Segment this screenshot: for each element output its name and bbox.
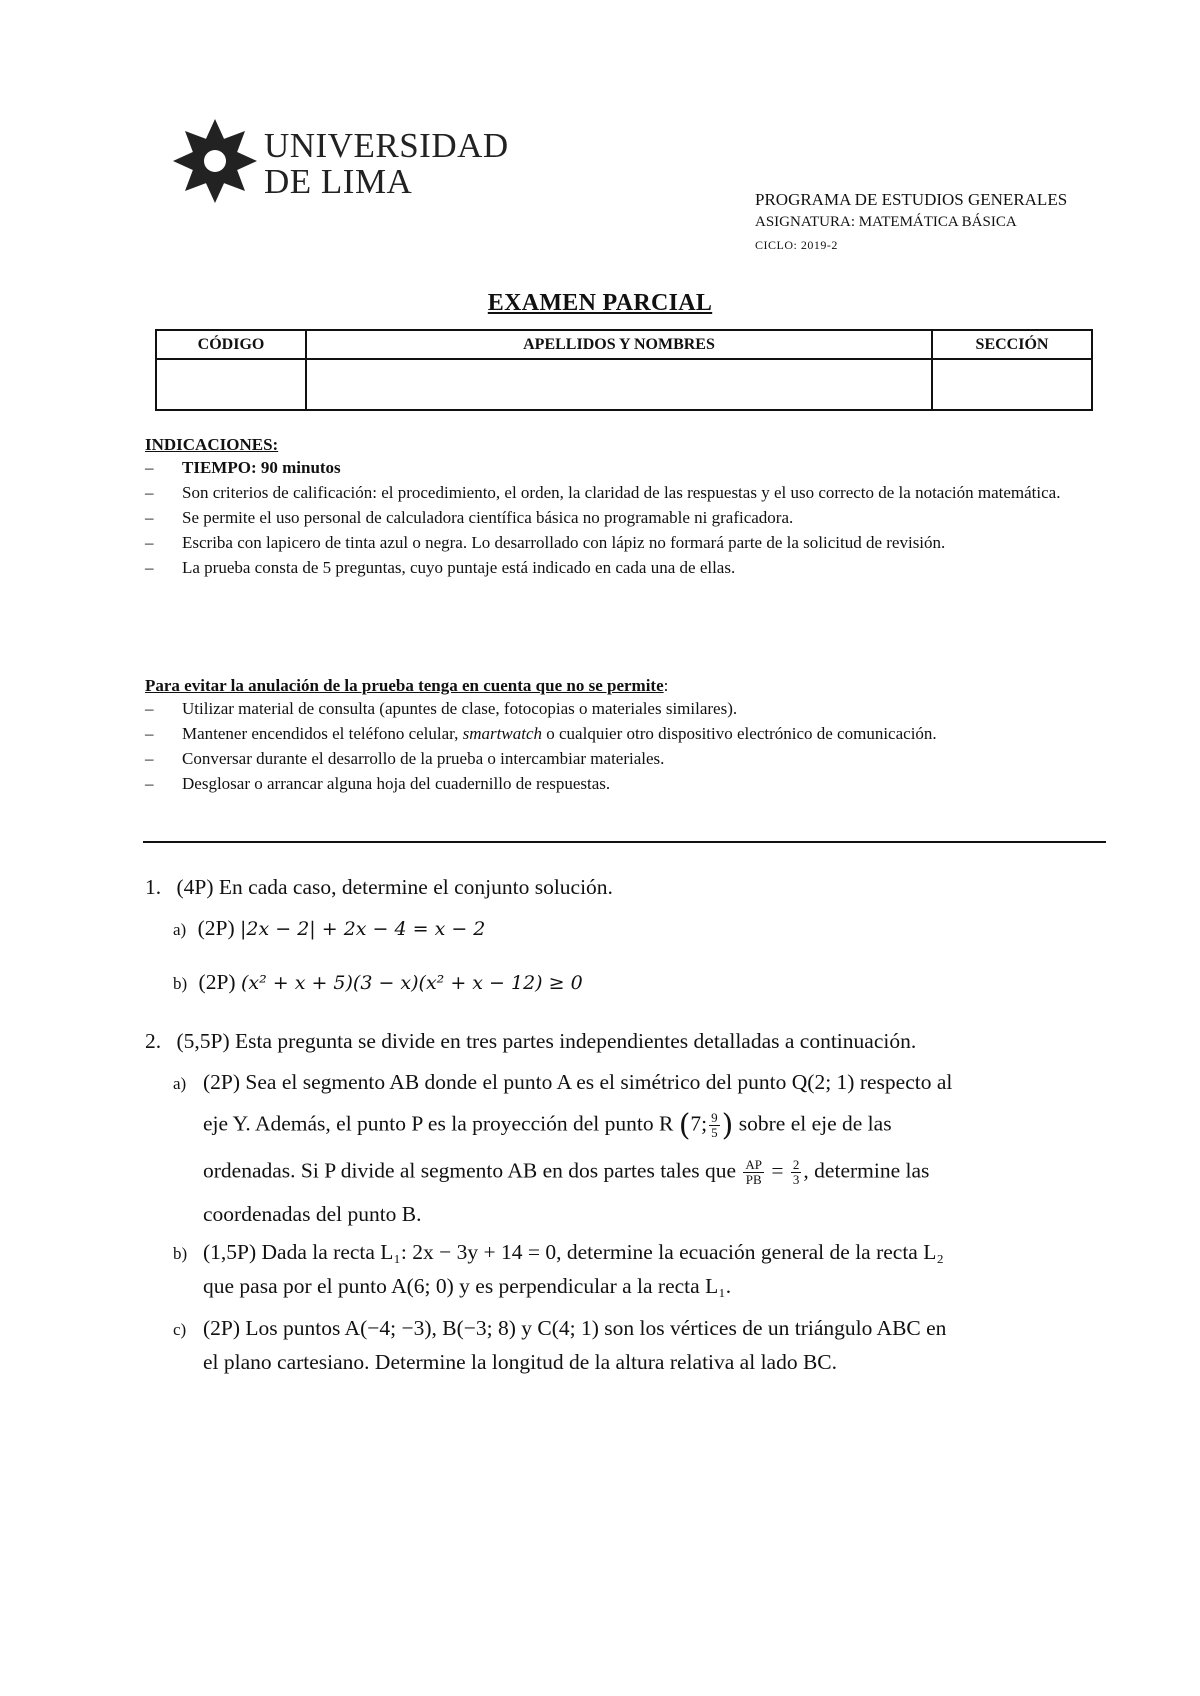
question-text: (4P) En cada caso, determine el conjunto solución. xyxy=(176,875,613,899)
indications-section xyxy=(145,435,1105,580)
question-1b: b) (2P) (x² + x + 5)(3 − x)(x² + x − 12) ≥ 0 xyxy=(173,970,583,994)
header-seccion: SECCIÓN xyxy=(932,330,1092,359)
header-nombres: APELLIDOS Y NOMBRES xyxy=(306,330,932,359)
list-item: – TIEMPO: 90 minutos xyxy=(145,458,341,477)
prohibitions-heading: Para evitar la anulación de la prueba tenga en cuenta que no se permite: xyxy=(145,676,669,695)
list-item: – Desglosar o arrancar alguna hoja del cuadernillo de respuestas. xyxy=(145,774,611,793)
seccion-field[interactable] xyxy=(932,359,1092,410)
question-2b: b) (1,5P) Dada la recta L₁: 2x − 3y + 14 = 0, determine la ecuación general de la recta L₂ que pasa por el punto A(6; 0) y es perpendicular a la recta L₁. xyxy=(173,1240,944,1298)
question-2c: c) (2P) Los puntos A(−4; −3), B(−3; 8) y C(4; 1) son los vértices de un triángulo ABC en el plano cartesiano. Determine la longitud de la altura relativa al lado BC. xyxy=(173,1316,947,1374)
nombres-field[interactable] xyxy=(306,359,932,410)
indications-list xyxy=(145,455,1105,580)
program-info xyxy=(755,189,1067,257)
program-name: PROGRAMA DE ESTUDIOS GENERALES xyxy=(755,190,1068,209)
question-2a: a) (2P) Sea el segmento AB donde el punto A es el simétrico del punto Q(2; 1) respecto al eje Y. Además, el punto P es la proyección del punto R (7; $\frac{9}{5}$ ) sobre el eje de las ordenadas. Si P divide al segmento AB en dos partes tales que $\frac{AP}{PB}$ = $\frac{2}{3}$ , determine las coordenadas del punto B. xyxy=(173,1070,953,1226)
list-item: – Son criterios de calificación: el procedimiento, el orden, la claridad de las respuestas y el uso correcto de la notación matemática. xyxy=(145,483,1061,502)
question-number: 1. xyxy=(145,875,162,899)
question-1a: a) (2P) |2x − 2| + 2x − 4 = x − 2 xyxy=(173,916,486,940)
header-codigo: CÓDIGO xyxy=(156,330,306,359)
exam-title: EXAMEN PARCIAL xyxy=(487,290,713,316)
student-info-table xyxy=(155,329,1093,411)
prohibitions-section xyxy=(145,676,1105,796)
star-emblem-icon xyxy=(172,118,258,204)
question-text: (5,5P) Esta pregunta se divide en tres partes independientes detalladas a continuación. xyxy=(176,1029,917,1053)
question-number: 2. xyxy=(145,1029,162,1053)
question-1 xyxy=(145,872,613,902)
list-item: – Se permite el uso personal de calculadora científica básica no programable ni graficadora. xyxy=(145,508,794,527)
prohibitions-list xyxy=(145,696,1105,796)
list-item: – La prueba consta de 5 preguntas, cuyo puntaje está indicado en cada una de ellas. xyxy=(145,558,736,577)
codigo-field[interactable] xyxy=(156,359,306,410)
logo-line-2: DE LIMA xyxy=(264,162,413,201)
list-item: – Utilizar material de consulta (apuntes de clase, fotocopias o materiales similares). xyxy=(145,699,738,718)
question-2 xyxy=(145,1026,916,1056)
logo-line-1: UNIVERSIDAD xyxy=(264,126,509,165)
indications-heading: INDICACIONES: xyxy=(145,435,279,454)
list-item: – Mantener encendidos el teléfono celular, smartwatch o cualquier otro dispositivo electrónico de comunicación. xyxy=(145,724,937,743)
section-divider xyxy=(143,841,1106,843)
university-logo xyxy=(172,118,509,214)
list-item: – Escriba con lapicero de tinta azul o negra. Lo desarrollado con lápiz no formará parte de la solicitud de revisión. xyxy=(145,533,946,552)
list-item: – Conversar durante el desarrollo de la prueba o intercambiar materiales. xyxy=(145,749,665,768)
subject-name: ASIGNATURA: MATEMÁTICA BÁSICA xyxy=(755,214,1017,230)
cycle-label: CICLO: 2019-2 xyxy=(755,238,838,252)
